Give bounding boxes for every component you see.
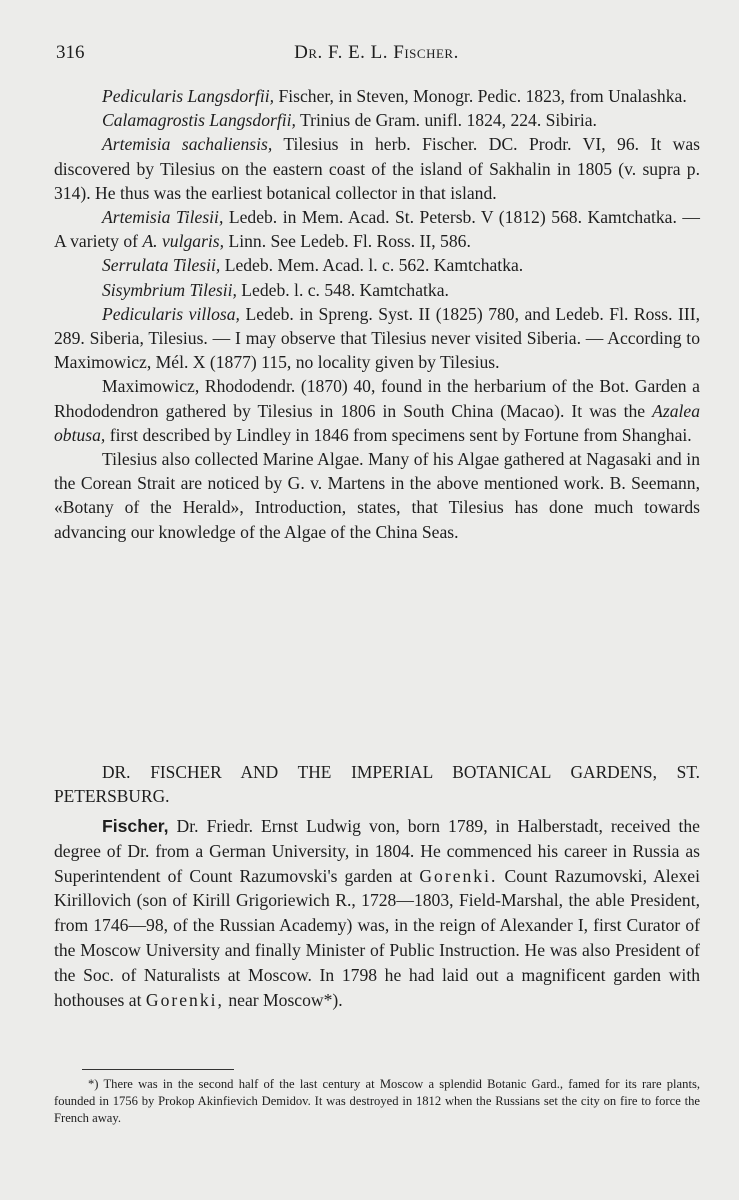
entry-pedicularis-villosa: Pedicularis villosa, Ledeb. in Spreng. Syst. II (1825) 780, and Ledeb. Fl. Ross. III, 289. Siberia, Tilesius. — I may observe that Tilesius never visited Siberia. — According to Maximowicz, Mél. X (1877) 115, no locality given by Tilesius.	[54, 303, 701, 373]
page-header	[56, 38, 697, 68]
person-name: Fischer,	[102, 816, 169, 836]
species-name: Pedicularis villosa,	[102, 303, 240, 324]
paragraph-algae: Tilesius also collected Marine Algae. Many of his Algae gathered at Nagasaki and in the Corean Strait are noticed by G. v. Martens in the above mentioned work. B. Seemann, «Botany of the Herald», Introduction, states, that Tilesius has done much towards advancing our knowledge of the Algae of the China Seas.	[54, 449, 700, 542]
species-name: Pedicularis Langsdorfii,	[102, 86, 275, 106]
entry-serrulata-tilesii: Serrulata Tilesii, Ledeb. Mem. Acad. l. c. 562. Kamtchatka.	[102, 255, 524, 276]
running-head: Dr. F. E. L. Fischer.	[294, 42, 459, 63]
species-name: Calamagrostis Langsdorfii,	[102, 110, 296, 131]
entry-sisymbrium-tilesii: Sisymbrium Tilesii, Ledeb. l. c. 548. Kamtchatka.	[102, 279, 449, 300]
section-heading: DR. FISCHER AND THE IMPERIAL BOTANICAL GARDENS, ST. PETERSBURG.	[54, 762, 700, 806]
footnote: *) There was in the second half of the last century at Moscow a splendid Botanic Gard., famed for its rare plants, founded in 1756 by Prokop Akinfievich Demidov. It was destroyed in 1812 when the Russians set the city on fire to force the French away.	[54, 1077, 700, 1125]
species-name: Artemisia Tilesii,	[102, 207, 224, 228]
species-name: Artemisia sachaliensis,	[102, 134, 273, 155]
entry-calamagrostis: Calamagrostis Langsdorfii, Trinius de Gram. unifl. 1824, 224. Sibiria.	[102, 110, 597, 131]
entry-artemisia-sachaliensis: Artemisia sachaliensis, Tilesius in herb. Fischer. DC. Prodr. VI, 96. It was discovered by Tilesius on the eastern coast of the island of Sakhalin in 1805 (v. supra p. 314). He thus was the earliest botanical collector in that island.	[54, 134, 700, 203]
paragraph-maximowicz: Maximowicz, Rhododendr. (1870) 40, found in the herbarium of the Bot. Garden a Rhododendron gathered by Tilesius in 1806 in South China (Macao). It was the Azalea obtusa, first described by Lindley in 1846 from specimens sent by Fortune from Shanghai.	[54, 376, 700, 445]
species-name: A. vulgaris,	[142, 231, 225, 252]
page-number: 316	[56, 42, 85, 63]
species-name: Sisymbrium Tilesii,	[102, 279, 237, 300]
entry-artemisia-tilesii: Artemisia Tilesii, Ledeb. in Mem. Acad. St. Petersb. V (1812) 568. Kamtchatka. — A variety of A. vulgaris, Linn. See Ledeb. Fl. Ross. II, 586.	[54, 207, 700, 252]
species-name: Azalea obtusa,	[54, 400, 700, 445]
paragraph-fischer-bio: Fischer, Dr. Friedr. Ernst Ludwig von, born 1789, in Halberstadt, received the degree of Dr. from a German University, in 1804. He commenced his career in Russia as Superintendent of Count Razumovski's garden at Gorenki. Count Razumovski, Alexei Kirillovich (son of Kirill Grigoriewich R., 1728—1803, Field-Marshal, the able President, from 1746—98, of the Russian Academy) was, in the reign of Alexander I, first Curator of the Moscow University and finally Minister of Public Instruction. He was also President of the Soc. of Naturalists at Moscow. In 1798 he had laid out a magnificent garden with hothouses at Gorenki, near Moscow*).	[54, 816, 700, 1010]
footnote-divider	[82, 1069, 234, 1070]
entry-pedicularis-langsdorfii: Pedicularis Langsdorfii, Fischer, in Steven, Monogr. Pedic. 1823, from Unalashka.	[102, 86, 687, 106]
species-name: Serrulata Tilesii,	[102, 255, 221, 276]
section-body	[54, 814, 700, 1012]
place-name: Gorenki,	[145, 989, 224, 1010]
place-name: Gorenki.	[419, 865, 498, 886]
body-text	[54, 84, 700, 544]
